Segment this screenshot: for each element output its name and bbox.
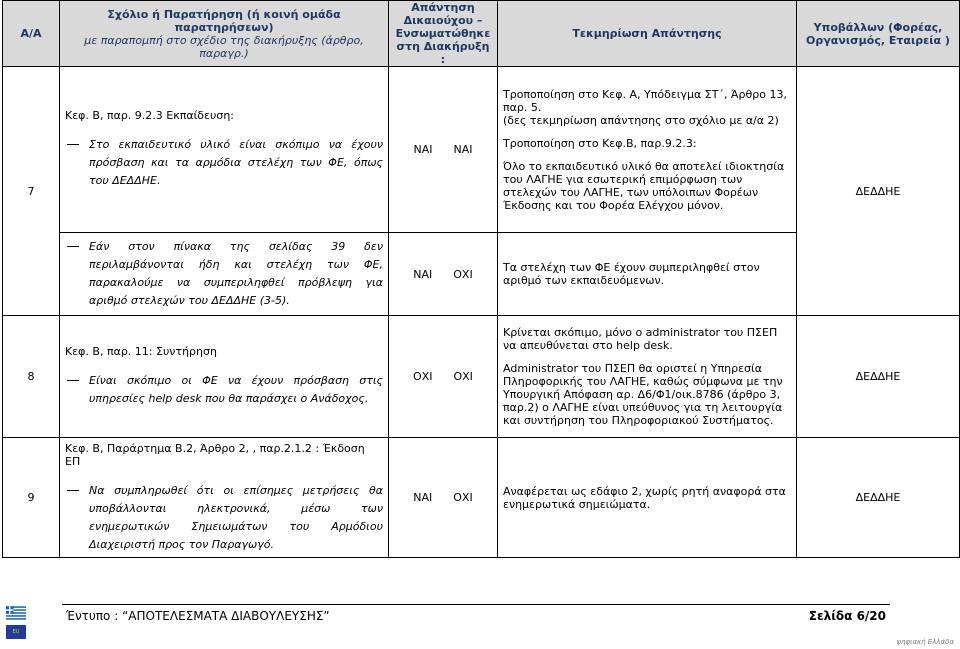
answer-1: ΝΑΙ: [413, 143, 433, 156]
table-row: [3, 67, 960, 233]
answer-2: ΝΑΙ: [453, 143, 473, 156]
justification-cell: [498, 67, 797, 233]
header-justification: Τεκμηρίωση Απάντησης: [498, 1, 797, 67]
comment-text: Εάν στον πίνακα της σελίδας 39 δεν περιλαμβάνονται ήδη και στελέχη των ΦΕ, παρακαλούμε να συμπεριληφθεί πρόβλεψη για αριθμό στελεχών του ΔΕΔΔΗΕ (3-5).: [65, 238, 383, 310]
header-comment-sub: με παραπομπή στο σχέδιο της διακήρυξης (άρθρο, παραγρ.): [84, 33, 364, 60]
answer-1: ΝΑΙ: [413, 491, 433, 504]
justification-line: Κρίνεται σκόπιμο, μόνο ο administrator του ΠΣΕΠ να απευθύνεται στο help desk.: [503, 326, 778, 352]
justification-cell: [498, 233, 797, 316]
table-row: [3, 316, 960, 438]
justification-line: Τροποποίηση στο Κεφ.Β, παρ.9.2.3:: [503, 136, 697, 150]
justification-line: Administrator του ΠΣΕΠ θα οριστεί η Υπηρεσία Πληροφορικής του ΛΑΓΗΕ, καθώς σύμφωνα με την Υπουργική Απόφαση αρ. Δ6/Φ1/οικ.8786 (άρθρο 3, παρ.2) ο ΛΑΓΗΕ είναι υπεύθυνος για τη λειτουργία και συντήρηση του Πληροφοριακού Συστήματος.: [503, 362, 783, 427]
section-reference: Κεφ. Β, παρ. 9.2.3 Εκπαίδευση:: [65, 109, 235, 122]
comment-cell: [60, 67, 389, 233]
answer-1: ΟΧΙ: [413, 370, 433, 383]
page-number: Σελίδα 6/20: [808, 609, 886, 623]
header-comment: [60, 1, 389, 67]
form-label: Έντυπο : “ΑΠΟΤΕΛΕΣΜΑΤΑ ΔΙΑΒΟΥΛΕΥΣΗΣ”: [66, 609, 330, 623]
row-number: 9: [3, 438, 60, 558]
comment-cell: [60, 316, 389, 438]
brand-logo: ψηφιακή Ελλάδα: [896, 638, 954, 646]
consultation-table: [2, 0, 960, 558]
justification-line: Όλο το εκπαιδευτικό υλικό θα αποτελεί ιδιοκτησία του ΛΑΓΗΕ για εσωτερική επιμόρφωση των στελεχών του ΛΑΓΗΕ, των υπόλοιπων Φορέων Έκδοσης και του Φορέα Ελέγχου μόνον.: [503, 159, 785, 212]
comment-text: Στο εκπαιδευτικό υλικό είναι σκόπιμο να έχουν πρόσβαση και τα αρμόδια στελέχη των ΦΕ, όπως του ΔΕΔΔΗΕ.: [65, 136, 383, 190]
header-row: [3, 1, 960, 67]
answer-cell: [389, 316, 498, 438]
comment-cell: [60, 233, 389, 316]
answer-1: ΝΑΙ: [413, 267, 433, 281]
submitter-cell: ΔΕΔΔΗΕ: [797, 438, 960, 558]
header-submitter: Υποβάλλων (Φορέας, Οργανισμός, Εταιρεία ): [797, 1, 960, 67]
justification-line: Τροποποίηση στο Κεφ. Α, Υπόδειγμα ΣΤ΄, Άρθρο 13, παρ. 5.: [503, 87, 787, 114]
answer-2: ΟΧΙ: [453, 267, 473, 281]
header-aa: Α/Α: [3, 1, 60, 67]
header-comment-title: Σχόλιο ή Παρατήρηση (ή κοινή ομάδα παρατηρήσεων): [107, 7, 341, 34]
answer-2: ΟΧΙ: [453, 370, 473, 383]
justification-cell: [498, 316, 797, 438]
greek-flag-icon: [6, 606, 26, 620]
row-number: 8: [3, 316, 60, 438]
justification-line: (δες τεκμηρίωση απάντησης στο σχόλιο με α/α 2): [503, 113, 779, 127]
submitter-cell: ΔΕΔΔΗΕ: [797, 316, 960, 438]
comment-cell: [60, 438, 389, 558]
answer-cell: [389, 67, 498, 233]
answer-cell: [389, 438, 498, 558]
section-reference: Κεφ. Β, Παράρτημα Β.2, Άρθρο 2, , παρ.2.1.2 : Έκδοση ΕΠ: [65, 441, 365, 468]
table-row: [3, 438, 960, 558]
section-reference: Κεφ. Β, παρ. 11: Συντήρηση: [65, 345, 217, 358]
justification-line: Αναφέρεται ως εδάφιο 2, χωρίς ρητή αναφορά στα ενημερωτικά σημειώματα.: [503, 484, 786, 511]
justification-line: Τα στελέχη των ΦΕ έχουν συμπεριληφθεί στον αριθμό των εκπαιδευόμενων.: [503, 261, 760, 287]
submitter-cell: ΔΕΔΔΗΕ: [797, 67, 960, 316]
eu-flag-icon: EU: [6, 625, 26, 639]
comment-text: Να συμπληρωθεί ότι οι επίσημες μετρήσεις θα υποβάλλονται ηλεκτρονικά, μέσω των ενημερωτικών Σημειωμάτων του Αρμόδιου Διαχειριστή προς τον Παραγωγό.: [65, 482, 383, 554]
comment-text: Είναι σκόπιμο οι ΦΕ να έχουν πρόσβαση στις υπηρεσίες help desk που θα παράσχει ο Ανάδοχος.: [65, 372, 383, 408]
answer-cell: [389, 233, 498, 316]
justification-cell: [498, 438, 797, 558]
row-number: 7: [3, 67, 60, 316]
header-answer: Απάντηση Δικαιούχου – Ενσωματώθηκε στη Διακήρυξη :: [389, 1, 498, 67]
answer-2: ΟΧΙ: [453, 491, 473, 504]
